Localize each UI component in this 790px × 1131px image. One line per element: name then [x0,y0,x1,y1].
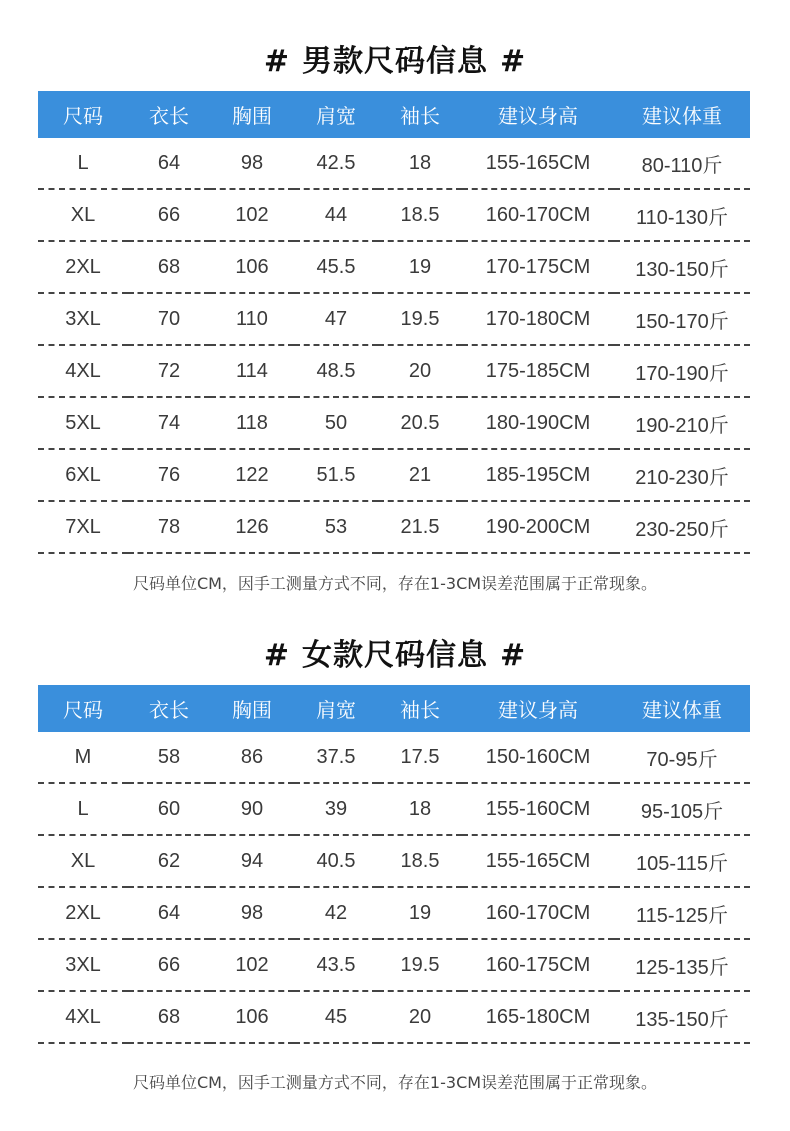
header-size: 尺码 [38,685,128,732]
cell-height: 150-160CM [462,732,614,783]
cell-weight: 80-110斤 [614,138,750,189]
cell-sleeve: 19.5 [378,939,462,991]
cell-weight: 210-230斤 [614,449,750,501]
cell-chest: 106 [210,241,294,293]
cell-chest: 118 [210,397,294,449]
cell-chest: 102 [210,189,294,241]
cell-sleeve: 19 [378,887,462,939]
cell-weight: 105-115斤 [614,835,750,887]
cell-sleeve: 21.5 [378,501,462,553]
cell-size: L [38,783,128,835]
table-row [38,732,750,783]
header-sleeve: 袖长 [378,91,462,138]
cell-size: 5XL [38,397,128,449]
header-weight: 建议体重 [614,685,750,732]
cell-sleeve: 20.5 [378,397,462,449]
table-row [38,397,750,449]
table-row [38,241,750,293]
cell-chest: 86 [210,732,294,783]
cell-size: L [38,138,128,189]
men-title-text: 男款尺码信息 [302,44,488,79]
cell-sleeve: 21 [378,449,462,501]
women-header-row [38,685,750,732]
women-size-table [38,685,750,1044]
cell-weight: 125-135斤 [614,939,750,991]
cell-sleeve: 19.5 [378,293,462,345]
men-header-row [38,91,750,138]
cell-size: 3XL [38,293,128,345]
cell-height: 155-160CM [462,783,614,835]
cell-shoulder: 40.5 [294,835,378,887]
cell-chest: 110 [210,293,294,345]
cell-shoulder: 45.5 [294,241,378,293]
cell-size: 2XL [38,241,128,293]
cell-chest: 126 [210,501,294,553]
cell-length: 78 [128,501,210,553]
cell-sleeve: 20 [378,991,462,1043]
cell-shoulder: 50 [294,397,378,449]
hash-mark: # [263,44,290,79]
table-row [38,189,750,241]
cell-length: 72 [128,345,210,397]
cell-height: 155-165CM [462,835,614,887]
cell-height: 180-190CM [462,397,614,449]
table-row [38,293,750,345]
hash-mark: # [500,638,527,673]
table-row [38,783,750,835]
header-shoulder: 肩宽 [294,685,378,732]
cell-height: 160-170CM [462,189,614,241]
men-section-title [0,36,790,80]
cell-height: 175-185CM [462,345,614,397]
cell-length: 70 [128,293,210,345]
cell-weight: 170-190斤 [614,345,750,397]
cell-height: 170-180CM [462,293,614,345]
header-height: 建议身高 [462,91,614,138]
cell-shoulder: 42.5 [294,138,378,189]
cell-shoulder: 37.5 [294,732,378,783]
cell-sleeve: 19 [378,241,462,293]
cell-size: M [38,732,128,783]
cell-height: 190-200CM [462,501,614,553]
men-table-body [38,138,750,553]
cell-shoulder: 48.5 [294,345,378,397]
cell-weight: 230-250斤 [614,501,750,553]
cell-chest: 98 [210,887,294,939]
header-height: 建议身高 [462,685,614,732]
cell-length: 64 [128,138,210,189]
cell-height: 160-175CM [462,939,614,991]
cell-height: 170-175CM [462,241,614,293]
table-row [38,991,750,1043]
cell-size: XL [38,835,128,887]
women-table-body [38,732,750,1043]
cell-weight: 110-130斤 [614,189,750,241]
hash-mark: # [500,44,527,79]
table-row [38,449,750,501]
cell-size: 6XL [38,449,128,501]
cell-height: 155-165CM [462,138,614,189]
cell-sleeve: 18 [378,138,462,189]
cell-shoulder: 47 [294,293,378,345]
cell-length: 60 [128,783,210,835]
cell-size: 3XL [38,939,128,991]
women-section-title [0,630,790,674]
cell-height: 160-170CM [462,887,614,939]
cell-length: 66 [128,939,210,991]
table-row [38,345,750,397]
cell-sleeve: 18.5 [378,189,462,241]
cell-chest: 102 [210,939,294,991]
cell-size: 4XL [38,991,128,1043]
cell-length: 68 [128,991,210,1043]
header-sleeve: 袖长 [378,685,462,732]
header-length: 衣长 [128,91,210,138]
cell-shoulder: 51.5 [294,449,378,501]
cell-length: 64 [128,887,210,939]
cell-chest: 114 [210,345,294,397]
table-row [38,501,750,553]
cell-length: 62 [128,835,210,887]
cell-chest: 106 [210,991,294,1043]
cell-length: 66 [128,189,210,241]
cell-size: 2XL [38,887,128,939]
cell-sleeve: 17.5 [378,732,462,783]
cell-weight: 150-170斤 [614,293,750,345]
cell-chest: 90 [210,783,294,835]
cell-shoulder: 39 [294,783,378,835]
header-length: 衣长 [128,685,210,732]
cell-chest: 94 [210,835,294,887]
cell-sleeve: 18 [378,783,462,835]
table-row [38,835,750,887]
men-size-table [38,91,750,554]
cell-length: 74 [128,397,210,449]
cell-length: 76 [128,449,210,501]
hash-mark: # [263,638,290,673]
cell-sleeve: 18.5 [378,835,462,887]
women-note: 尺码单位CM，因手工测量方式不同，存在1-3CM误差范围属于正常现象。 [132,1073,658,1092]
header-size: 尺码 [38,91,128,138]
cell-shoulder: 44 [294,189,378,241]
cell-weight: 95-105斤 [614,783,750,835]
cell-weight: 130-150斤 [614,241,750,293]
women-title-text: 女款尺码信息 [302,638,488,673]
cell-length: 68 [128,241,210,293]
cell-shoulder: 42 [294,887,378,939]
table-row [38,138,750,189]
cell-shoulder: 45 [294,991,378,1043]
cell-chest: 122 [210,449,294,501]
men-note: 尺码单位CM，因手工测量方式不同，存在1-3CM误差范围属于正常现象。 [132,574,658,593]
cell-weight: 135-150斤 [614,991,750,1043]
table-row [38,939,750,991]
cell-size: 7XL [38,501,128,553]
table-row [38,887,750,939]
cell-weight: 70-95斤 [614,732,750,783]
cell-height: 185-195CM [462,449,614,501]
header-chest: 胸围 [210,685,294,732]
cell-sleeve: 20 [378,345,462,397]
cell-weight: 190-210斤 [614,397,750,449]
cell-height: 165-180CM [462,991,614,1043]
cell-shoulder: 53 [294,501,378,553]
header-shoulder: 肩宽 [294,91,378,138]
cell-length: 58 [128,732,210,783]
header-weight: 建议体重 [614,91,750,138]
cell-size: XL [38,189,128,241]
cell-shoulder: 43.5 [294,939,378,991]
cell-weight: 115-125斤 [614,887,750,939]
cell-size: 4XL [38,345,128,397]
cell-chest: 98 [210,138,294,189]
header-chest: 胸围 [210,91,294,138]
